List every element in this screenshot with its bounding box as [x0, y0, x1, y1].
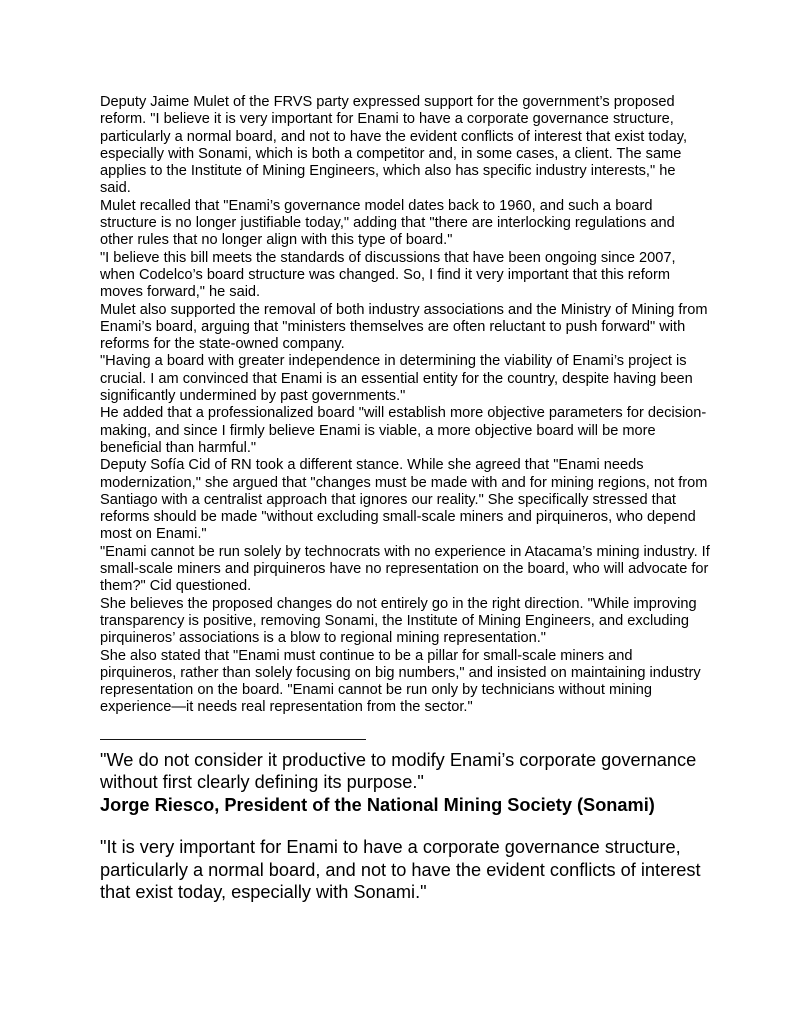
article-paragraph: Deputy Jaime Mulet of the FRVS party expressed support for the government’s proposed reform. "I believe it is very important for Enami to have a corporate governance structure, particularly a normal board, and not to have the evident conflicts of interest that exist today, especially with Sonami, which is both a competitor and, in some cases, a client. The same applies to the Institute of Mining Engineers, which also has specific industry interests," he said.	[100, 94, 688, 197]
pull-quote-one: "We do not consider it productive to modify Enami’s corporate governance without first clearly defining its purpose."	[100, 749, 697, 793]
article-paragraph: Deputy Sofía Cid of RN took a different stance. While she agreed that "Enami needs modernization," she argued that "changes must be made with and for mining regions, not from Santiago with a centralist approach that ignores our reality." She specifically stressed that reforms should be made "without excluding small-scale miners and pirquineros, who depend most on Enami."	[100, 457, 708, 543]
article-paragraph: "I believe this bill meets the standards of discussions that have been ongoing since 2007, when Codelco’s board structure was changed. So, I find it very important that this reform moves forward," he said.	[100, 249, 676, 301]
pull-quote-two: "It is very important for Enami to have a corporate governance structure, particularly a normal board, and not to have the evident conflicts of interest that exist today, especially with Sonami."	[100, 837, 701, 903]
article-paragraph: She also stated that "Enami must continue to be a pillar for small-scale miners and pirquineros, rather than solely focusing on big numbers," and insisted on maintaining industry representation on the board. "Enami cannot be run only by technicians without mining experience—it needs real representation from the sector."	[100, 647, 701, 716]
article-paragraph: She believes the proposed changes do not entirely go in the right direction. "While improving transparency is positive, removing Sonami, the Institute of Mining Engineers, and excluding pirquineros’ associations is a blow to regional mining representation."	[100, 595, 697, 647]
article-paragraph: Mulet recalled that "Enami’s governance model dates back to 1960, and such a board structure is no longer justifiable today," adding that "there are interlocking regulations and other rules that no longer align with this type of board."	[100, 197, 675, 249]
article-paragraph: Mulet also supported the removal of both industry associations and the Ministry of Mining from Enami’s board, arguing that "ministers themselves are often reluctant to push forward" with reforms for the state-owned company.	[100, 301, 708, 353]
article-paragraph: "Having a board with greater independence in determining the viability of Enami’s project is crucial. I am convinced that Enami is an essential entity for the country, despite having been significantly undermined by past governments."	[100, 353, 693, 405]
article-paragraph: "Enami cannot be run solely by technocrats with no experience in Atacama’s mining industry. If small-scale miners and pirquineros have no representation on the board, who will advocate for them?" Cid questioned.	[100, 543, 710, 595]
document-page	[100, 94, 710, 904]
spacer	[100, 816, 710, 836]
quote-attribution: Jorge Riesco, President of the National Mining Society (Sonami)	[100, 794, 655, 815]
article-paragraph: He added that a professionalized board "will establish more objective parameters for decision-making, and since I firmly believe Enami is viable, a more objective board will be more beneficial than harmful."	[100, 405, 707, 456]
section-divider: ———————————————————	[100, 729, 366, 746]
